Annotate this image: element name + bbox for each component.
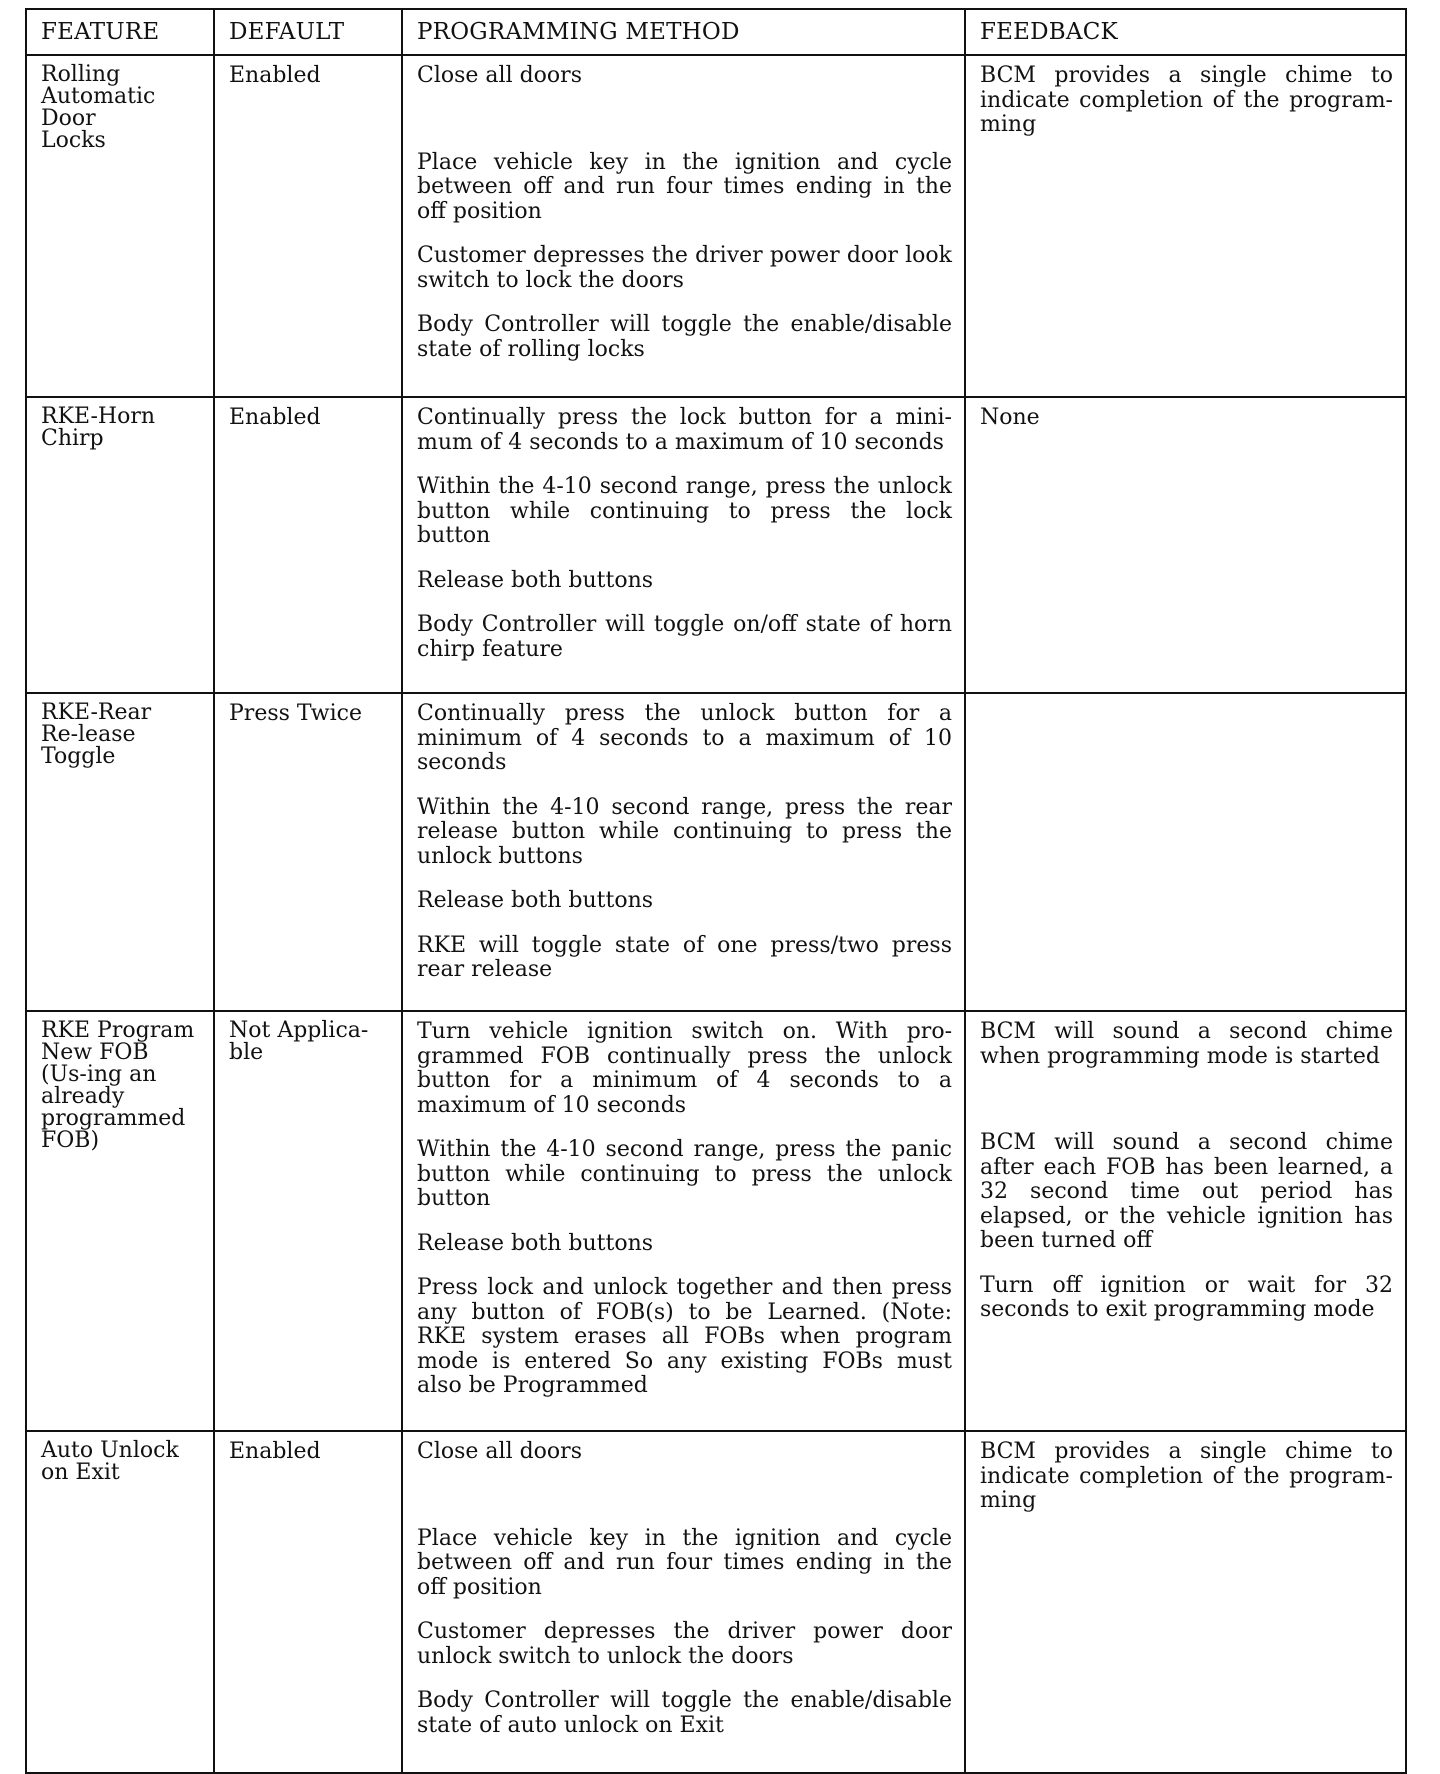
feature-name: RKE-Rear Re-lease Toggle <box>41 700 152 769</box>
method-step: Release both buttons <box>417 888 654 913</box>
default-value: Not Applica-ble <box>229 1018 369 1065</box>
method-step: RKE will toggle state of one press/two press rear release <box>417 932 952 982</box>
table-row <box>26 693 1406 1011</box>
method-cell <box>402 397 965 693</box>
method-step: Continually press the lock button for a mini-mum of 4 seconds to a maximum of 10 seconds <box>417 405 952 455</box>
method-step: Within the 4-10 second range, press the unlock button while continuing to press the lock button <box>417 474 952 548</box>
feature-name: RKE Program New FOB (Us-ing an already programmed FOB) <box>41 1018 195 1153</box>
feature-cell <box>26 1431 214 1773</box>
method-step: Close all doors <box>417 1439 582 1464</box>
method-step: Release both buttons <box>417 1230 654 1256</box>
table-row <box>26 397 1406 693</box>
feedback-cell <box>965 693 1406 1011</box>
default-value: Enabled <box>229 405 321 430</box>
feature-cell <box>26 397 214 693</box>
method-step: Within the 4-10 second range, press the rear release button while continuing to press the unlock buttons <box>417 794 952 869</box>
feedback-cell <box>965 55 1406 397</box>
feedback-text: None <box>980 405 1040 430</box>
feature-name: RKE-Horn Chirp <box>41 404 156 451</box>
method-cell <box>402 1431 965 1773</box>
feature-cell <box>26 693 214 1011</box>
default-cell <box>214 55 402 397</box>
method-cell <box>402 1011 965 1431</box>
table-row <box>26 55 1406 397</box>
feature-name: Rolling Automatic Door Locks <box>41 62 156 153</box>
method-step: Continually press the unlock button for a minimum of 4 seconds to a maximum of 10 seconds <box>417 701 952 775</box>
default-value: Enabled <box>229 63 321 88</box>
header-feature: FEATURE <box>26 9 214 55</box>
feedback-text: BCM will sound a second chime after each FOB has been learned, a 32 second time out period has elapsed, or the vehicle ignition has been turned off <box>980 1130 1393 1253</box>
method-step: Body Controller will toggle the enable/disable state of auto unlock on Exit <box>417 1688 952 1738</box>
default-cell <box>214 1431 402 1773</box>
method-step: Within the 4-10 second range, press the panic button while continuing to press the unlock button <box>417 1137 952 1211</box>
method-step: Customer depresses the driver power door look switch to lock the doors <box>417 243 952 293</box>
method-step: Body Controller will toggle on/off state of horn chirp feature <box>417 612 952 662</box>
method-step: Close all doors <box>417 63 582 88</box>
header-row <box>26 9 1406 55</box>
feedback-cell <box>965 1011 1406 1431</box>
table-header <box>26 9 1406 55</box>
method-step: Customer depresses the driver power door unlock switch to unlock the doors <box>417 1619 952 1669</box>
table-body <box>26 55 1406 1773</box>
feature-name: Auto Unlock on Exit <box>41 1438 179 1485</box>
default-cell <box>214 397 402 693</box>
default-value: Press Twice <box>229 701 363 726</box>
method-step: Place vehicle key in the ignition and cycle between off and run four times ending in the off position <box>417 149 952 224</box>
feature-programming-table <box>25 8 1407 1774</box>
default-cell <box>214 1011 402 1431</box>
header-feedback: FEEDBACK <box>965 9 1406 55</box>
method-step: Turn vehicle ignition switch on. With pro-grammed FOB continually press the unlock button for a minimum of 4 seconds to a maximum of 10 seconds <box>417 1019 952 1118</box>
method-step: Body Controller will toggle the enable/disable state of rolling locks <box>417 312 952 362</box>
feature-cell <box>26 55 214 397</box>
header-programming-method: PROGRAMMING METHOD <box>402 9 965 55</box>
feedback-cell <box>965 397 1406 693</box>
method-step: Release both buttons <box>417 567 654 593</box>
method-cell <box>402 693 965 1011</box>
table-row <box>26 1431 1406 1773</box>
feedback-text: BCM will sound a second chime when programming mode is started <box>980 1019 1393 1069</box>
default-value: Enabled <box>229 1439 321 1464</box>
feature-cell <box>26 1011 214 1431</box>
method-cell <box>402 55 965 397</box>
feedback-cell <box>965 1431 1406 1773</box>
method-step: Place vehicle key in the ignition and cycle between off and run four times ending in the off position <box>417 1525 952 1600</box>
table-row <box>26 1011 1406 1431</box>
feedback-text: BCM provides a single chime to indicate completion of the program-ming <box>980 63 1393 137</box>
feedback-text: Turn off ignition or wait for 32 seconds to exit programming mode <box>980 1272 1393 1322</box>
feedback-text: BCM provides a single chime to indicate completion of the program-ming <box>980 1439 1393 1513</box>
default-cell <box>214 693 402 1011</box>
method-step: Press lock and unlock together and then press any button of FOB(s) to be Learned. (Note: RKE system erases all FOBs when program mode is entered So any existing FOBs must also be Programmed <box>417 1275 952 1398</box>
header-default: DEFAULT <box>214 9 402 55</box>
